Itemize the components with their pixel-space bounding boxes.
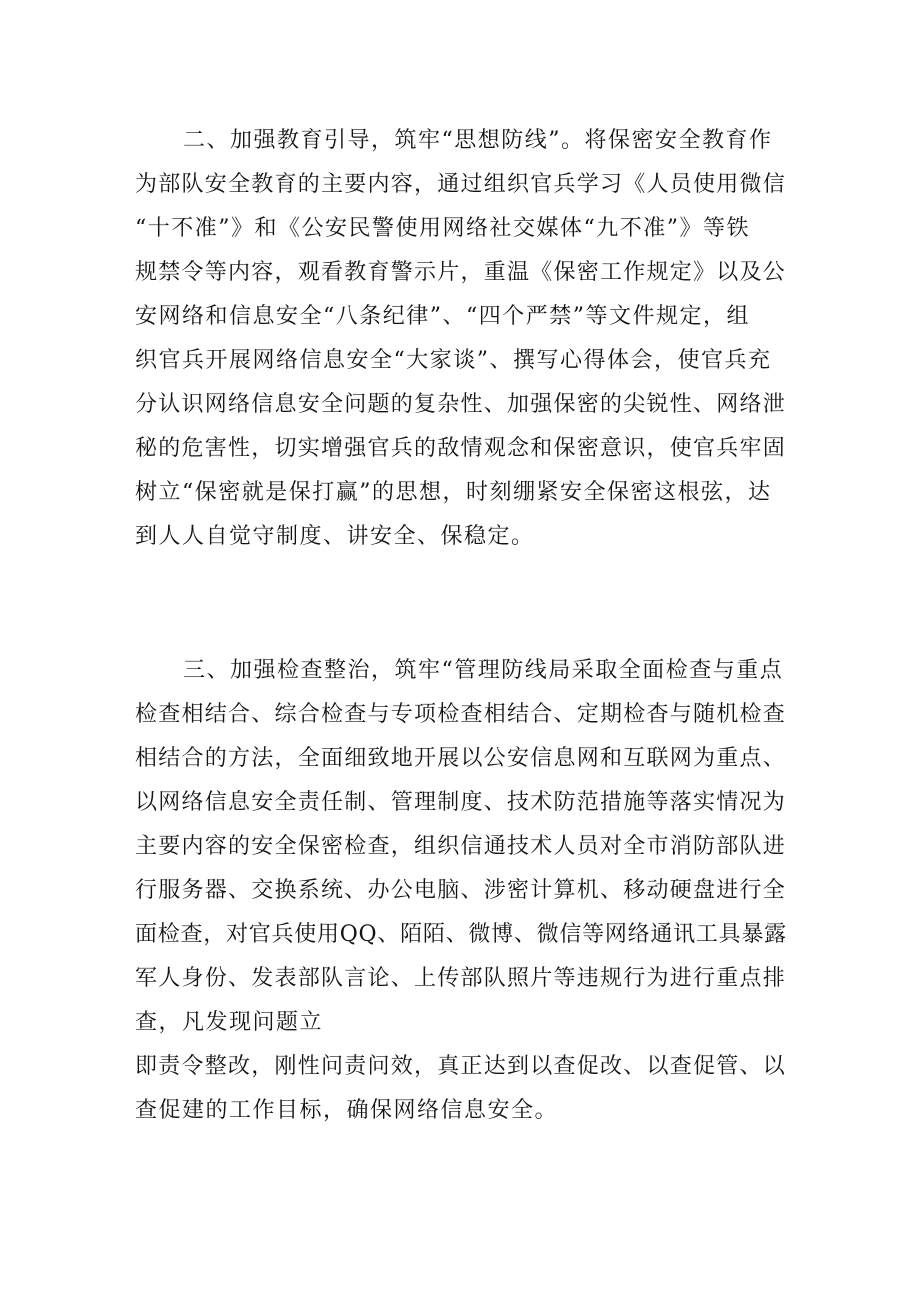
text-line: 三、加强检查整治，筑牢“管理防线局采取全面检查与重点 — [183, 658, 784, 683]
text-line: 分认识网络信息安全问题的复杂性、加强保密的尖锐性、网络泄 — [135, 392, 787, 417]
text-line: 主要内容的安全保密检查，组织信通技术人员对全市消防部队进 — [135, 834, 787, 859]
text-line: 面检查，对官兵使用QQ、陌陌、微博、微信等网络通讯工具暴露 — [135, 922, 787, 947]
text-line: 秘的危害性，切实增强官兵的敌情观念和保密意识，使官兵牢固 — [135, 436, 787, 461]
text-line: 二、加强教育引导，筑牢“思想防线”。将保密安全教育作 — [183, 128, 773, 153]
text-line: 相结合的方法，全面细致地开展以公安信息网和互联网为重点、 — [135, 746, 787, 771]
text-line: 检查相结合、综合检查与专项检查相结合、定期检杳与随机检查 — [135, 702, 787, 727]
text-line: 安网络和信息安全“八条纪律”、“四个严禁”等文件规定，组 — [135, 304, 750, 329]
text-line: 树立“保密就是保打赢”的思想，时刻绷紧安全保密这根弦，达 — [135, 480, 772, 505]
text-line: 军人身份、发表部队言论、上传部队照片等违规行为进行重点排 — [135, 966, 787, 991]
text-line: 织官兵开展网络信息安全“大家谈”、撰写心得体会，使官兵充 — [135, 348, 772, 373]
text-line: 为部队安全教育的主要内容，通过组织官兵学习《人员使用微信 — [135, 172, 787, 197]
text-line: 规禁令等内容，观看教育警示片，重温《保密工作规定》以及公 — [135, 260, 787, 285]
text-line: 行服务器、交换系统、办公电脑、涉密计算机、移动硬盘进行全 — [135, 878, 787, 903]
text-line: 到人人自觉守制度、讲安全、保稳定。 — [135, 524, 535, 549]
text-line: “十不准”》和《公安民警使用网络社交媒体“九不准”》等铁 — [135, 216, 750, 241]
text-line: 即责令整改，刚性问责问效，真正达到以查促改、以查促管、以 — [135, 1054, 787, 1079]
text-line: 查促建的工作目标，确保网络信息安全。 — [135, 1098, 559, 1123]
text-line: 以网络信息安全责任制、管理制度、技术防范措施等落实情况为 — [135, 790, 787, 815]
text-line: 查，凡发现问题立 — [135, 1010, 324, 1035]
